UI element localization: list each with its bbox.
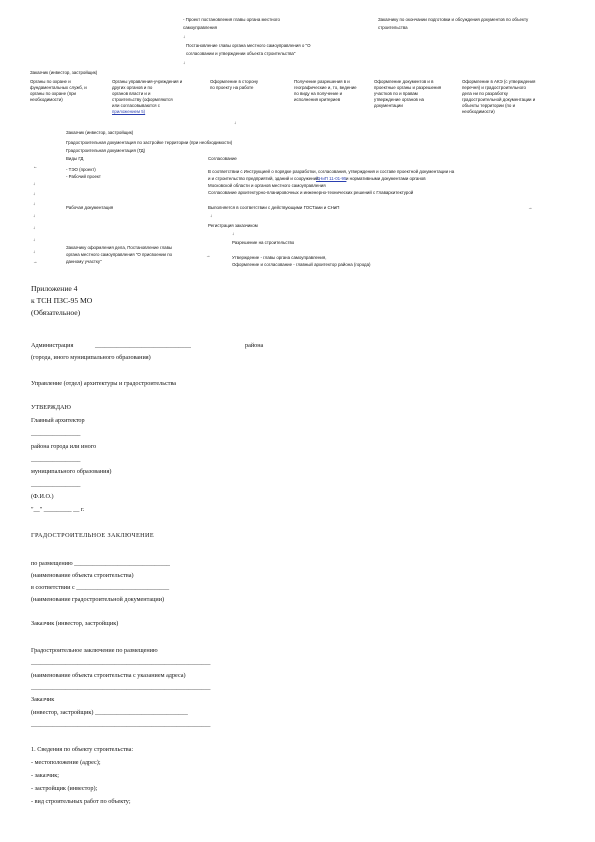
flow-left-mark: ← bbox=[33, 164, 38, 169]
flow-box-4-line: географические и, то, ведение bbox=[294, 85, 357, 90]
flow-section2-sub2: Градостроительная документация (ГД) bbox=[66, 148, 146, 153]
flow-box-3-line: Оформление в сторону bbox=[210, 79, 259, 84]
flow-top-right-2: строительства bbox=[378, 25, 408, 30]
flow-item-left: - Рабочий проект bbox=[66, 174, 101, 179]
flow-item-right: и нормативными документами органов bbox=[346, 176, 426, 181]
flow-box-2-link[interactable]: приложением 5) bbox=[112, 109, 146, 114]
flow-left-mark: ↓ bbox=[33, 213, 36, 218]
approve-line-3: района города или иного bbox=[31, 443, 97, 450]
dept-title: Управление (отдел) архитектуры и градостроительства bbox=[31, 380, 177, 387]
flow-left-mark: ↓ bbox=[33, 249, 36, 254]
info-item: - вид строительных работ по объекту; bbox=[31, 798, 131, 805]
flow-section2-sub: Градостроительная документация по застройке территории (при необходимости) bbox=[66, 140, 233, 145]
flow-decree-1: Постановление главы органа местного самоуправления о "О bbox=[186, 43, 311, 48]
admin-subtitle: (города, иного муниципального образования) bbox=[31, 354, 151, 361]
flow-box-5-line: проектные органы и разрешения bbox=[374, 85, 442, 90]
conclusion-customer-2: Заказчик bbox=[31, 696, 55, 703]
flow-left-mark: → bbox=[33, 259, 38, 264]
flow-box-2-line: строительству (оформляются bbox=[112, 97, 173, 102]
approve-line-5: муниципального образования) bbox=[31, 468, 112, 475]
flow-box-2-line: других органов и по bbox=[112, 85, 153, 90]
flow-box-6-line: перечня) и градостроительного bbox=[462, 85, 526, 90]
conclusion-accordance: в соответствии с ______________________________ bbox=[31, 584, 170, 591]
flow-right-arrow: → bbox=[528, 205, 533, 210]
flow-workdoc-right: Выполняется в соответствии с действующими ГОСТами и СНиП bbox=[208, 205, 340, 210]
flow-box-5-line: участков по и правам bbox=[374, 91, 418, 96]
conclusion-customer: Заказчик (инвестор, застройщик) bbox=[31, 620, 119, 627]
approve-blank-2: ________________ bbox=[31, 456, 81, 463]
conclusion-obj-name: (наименование объекта строительства) bbox=[31, 572, 134, 579]
conclusion-customer-2b: (инвестор, застройщик) ______________________________ bbox=[31, 709, 188, 716]
flow-box-4-line: по виду на получение и bbox=[294, 91, 343, 96]
conclusion-blank-3: __________________________________________________________ bbox=[31, 721, 211, 728]
flow-box-1-line: Органы по охране и bbox=[30, 79, 71, 84]
flow-box-5-line: документации bbox=[374, 103, 403, 108]
flow-item-right: Согласование архитектурно-планировочных и инженерно-технических решений с Главархитектурой bbox=[208, 190, 414, 195]
appendix-note: (Обязательное) bbox=[31, 308, 81, 317]
flow-box-1-line: необходимости) bbox=[30, 97, 63, 102]
flow-section2-title: Заказчик (инвестор, застройщик) bbox=[66, 130, 134, 135]
flow-left-mark: ↓ bbox=[33, 225, 36, 230]
flow-top-left-1: - Проект постановления главы органа местного bbox=[183, 17, 280, 22]
flow-box-4-line: Получение разрешения в и bbox=[294, 79, 350, 84]
flow-arrow: ↓ bbox=[232, 231, 235, 236]
flow-box-2-line: Органы управления-учреждения и bbox=[112, 79, 183, 84]
admin-suffix: района bbox=[245, 342, 264, 349]
flow-bottom-right: Утверждение - главы органа самоуправления, bbox=[232, 255, 327, 260]
flow-box-1-line: фундаментальных служб, и bbox=[30, 85, 87, 90]
flow-left-mark: ↓ bbox=[33, 191, 36, 196]
flow-box-2-line: органов власти и и bbox=[112, 91, 151, 96]
snip-link[interactable]: СНиП 11-01-95 bbox=[316, 176, 347, 181]
flow-box-2-line: или согласовываются с bbox=[112, 103, 160, 108]
flow-permit: Разрешение на строительство bbox=[232, 240, 295, 245]
admin-blank: _______________________________ bbox=[95, 342, 191, 349]
approve-heading: УТВЕРЖДАЮ bbox=[31, 404, 71, 411]
flow-bottom-left: данному участку" bbox=[66, 259, 102, 264]
flow-bottom-left: Заказчику оформления дела, Постановление главы bbox=[66, 245, 173, 250]
conclusion-placement: по размещению _______________________________ bbox=[31, 560, 171, 567]
appendix-title: Приложение 4 bbox=[31, 284, 78, 293]
flow-item-right: Московской области и органов местного самоуправления bbox=[208, 183, 326, 188]
flow-top-left-2: самоуправления bbox=[183, 25, 217, 30]
flow-box-3-line: по проекту на работе bbox=[210, 85, 254, 90]
flow-decree-2: согласовании и утверждении объекта строительства" bbox=[186, 51, 296, 56]
flow-box-6-line: дела ни по разработку bbox=[462, 91, 508, 96]
admin-prefix: Администрация bbox=[31, 342, 74, 349]
flow-row-label: Заказчик (инвестор, застройщик) bbox=[30, 70, 98, 75]
conclusion-blank-2: __________________________________________________________ bbox=[31, 684, 211, 691]
conclusion-blank-1: __________________________________________________________ bbox=[31, 659, 211, 666]
conclusion-title: ГРАДОСТРОИТЕЛЬНОЕ ЗАКЛЮЧЕНИЕ bbox=[31, 532, 155, 539]
flow-left-mark: ↓ bbox=[33, 181, 36, 186]
conclusion-doc-name: (наименование градостроительной документации) bbox=[31, 596, 165, 603]
flow-box-5-line: Оформление документов и в bbox=[374, 79, 434, 84]
flow-box-4-line: исполнения критериев bbox=[294, 97, 341, 102]
flow-arrow: ↓ bbox=[234, 120, 237, 125]
flow-workdoc-left: Рабочая документация bbox=[66, 205, 114, 210]
flow-bottom-right: Оформление и согласование - главный архитектор района (города) bbox=[232, 262, 371, 267]
conclusion-obj-addr: (наименование объекта строительства с указанием адреса) bbox=[31, 672, 186, 679]
approve-role: Главный архитектор bbox=[31, 417, 85, 424]
flow-arrow: ↓ bbox=[183, 34, 186, 39]
flow-box-6-line: градостроительной документации и bbox=[462, 97, 536, 102]
flow-box-6-line: необходимости) bbox=[462, 109, 495, 114]
flow-box-1-line: органы по охране (при bbox=[30, 91, 76, 96]
conclusion-gz-placement: Градостроительное заключение по размещению bbox=[31, 647, 158, 654]
flow-col-left-title: Виды ГД bbox=[66, 156, 84, 161]
approve-date: "__" _________ __ г. bbox=[31, 506, 85, 513]
info-item: - застройщик (инвестор); bbox=[31, 785, 98, 792]
flow-box-6-line: Оформление в АКЭ (с утверждения bbox=[462, 79, 536, 84]
flow-item-right: и и строительство предприятий, зданий и сооружений, bbox=[208, 176, 320, 181]
flow-top-right-1: Заказчику по окончании подготовки и обсуждения документов по объекту bbox=[378, 17, 529, 22]
flow-left-mark: ↓ bbox=[33, 237, 36, 242]
flow-bottom-left: органа местного самоуправления "О присвоении по bbox=[66, 252, 173, 257]
info-item: - заказчик; bbox=[31, 772, 59, 779]
approve-fio: (Ф.И.О.) bbox=[31, 493, 54, 500]
flow-left-mark: ↓ bbox=[33, 201, 36, 206]
info-item: - местоположение (адрес); bbox=[31, 759, 101, 766]
flow-arrow: ↓ bbox=[210, 213, 213, 218]
flow-customer-reg: Регистрация заказчиком bbox=[208, 223, 258, 228]
flow-box-5-line: утверждение органов на bbox=[374, 97, 424, 102]
approve-blank-3: ________________ bbox=[31, 481, 81, 488]
appendix-ref: к ТСН ПЗС-95 МО bbox=[31, 296, 93, 305]
flow-bottom-arrow: → bbox=[206, 253, 211, 258]
approve-blank-1: ________________ bbox=[31, 430, 81, 437]
flow-arrow: ↓ bbox=[183, 60, 186, 65]
info-heading: 1. Сведения по объекту строительства: bbox=[31, 746, 134, 753]
flow-box-6-line: объекты территории (по и bbox=[462, 103, 516, 108]
flow-col-right-title: Согласование bbox=[208, 156, 237, 161]
flow-item-left: - ТЭО (проект) bbox=[66, 167, 96, 172]
flow-item-right: В соответствии с Инструкцией о порядке разработки, согласования, утверждения и составе проектной документации на bbox=[208, 169, 455, 174]
